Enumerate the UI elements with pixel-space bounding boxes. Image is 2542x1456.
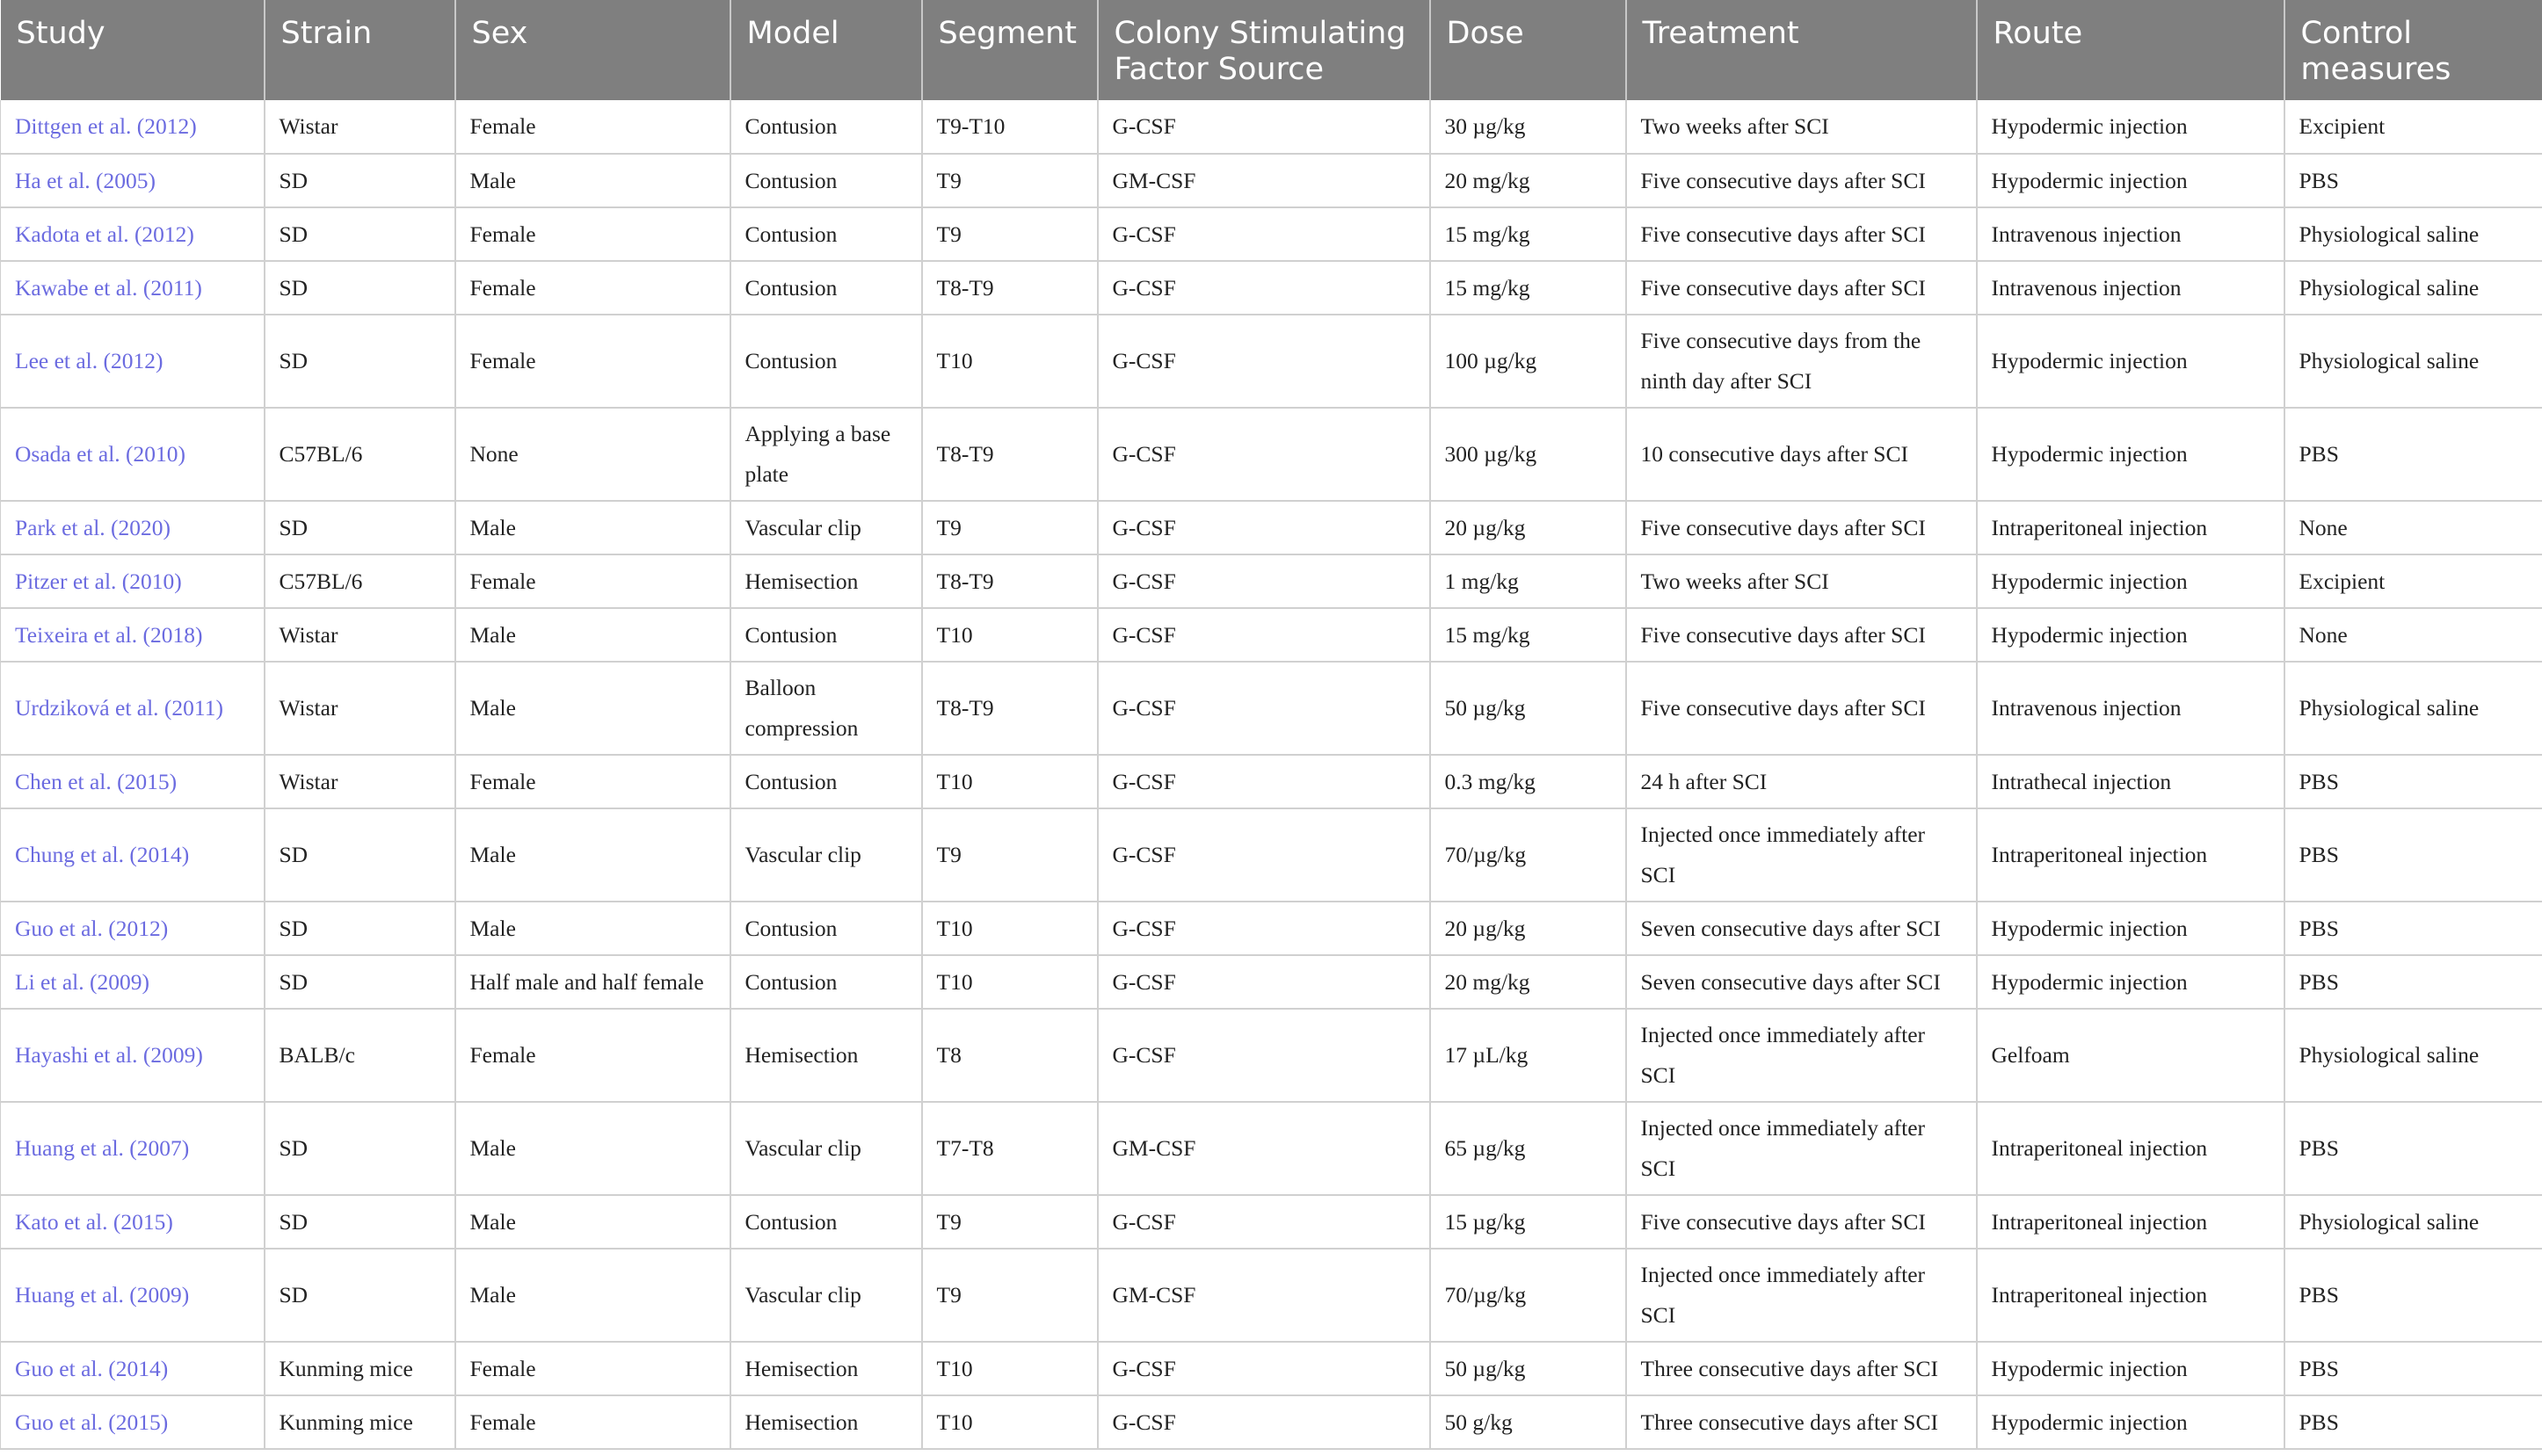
table-row bbox=[1, 1249, 2542, 1342]
cell-route: Intravenous injection bbox=[1977, 261, 2284, 315]
cell-route: Intraperitoneal injection bbox=[1977, 1102, 2284, 1195]
cell-segment: T9 bbox=[922, 207, 1098, 261]
cell-model: Contusion bbox=[730, 902, 922, 955]
cell-segment: T9 bbox=[922, 808, 1098, 902]
cell-route: Hypodermic injection bbox=[1977, 554, 2284, 608]
cell-strain: SD bbox=[265, 261, 455, 315]
cell-segment: T8-T9 bbox=[922, 408, 1098, 501]
cell-csf-source: G-CSF bbox=[1098, 902, 1430, 955]
cell-control: PBS bbox=[2284, 408, 2542, 501]
cell-sex: Male bbox=[455, 154, 730, 207]
cell-csf-source: G-CSF bbox=[1098, 955, 1430, 1009]
cell-route: Hypodermic injection bbox=[1977, 902, 2284, 955]
cell-dose: 30 µg/kg bbox=[1430, 100, 1626, 154]
cell-route: Intrathecal injection bbox=[1977, 755, 2284, 808]
cell-dose: 15 mg/kg bbox=[1430, 261, 1626, 315]
cell-model: Vascular clip bbox=[730, 808, 922, 902]
cell-model: Contusion bbox=[730, 608, 922, 662]
cell-model: Balloon compression bbox=[730, 662, 922, 755]
table-row bbox=[1, 1395, 2542, 1449]
cell-strain: Wistar bbox=[265, 608, 455, 662]
cell-model: Contusion bbox=[730, 100, 922, 154]
cell-treatment: Two weeks after SCI bbox=[1626, 554, 1977, 608]
cell-segment: T10 bbox=[922, 902, 1098, 955]
cell-dose: 1 mg/kg bbox=[1430, 554, 1626, 608]
col-header-sex: Sex bbox=[455, 0, 730, 100]
cell-model: Hemisection bbox=[730, 1009, 922, 1102]
col-header-control: Control measures bbox=[2284, 0, 2542, 100]
cell-sex: Female bbox=[455, 315, 730, 408]
cell-route: Hypodermic injection bbox=[1977, 1395, 2284, 1449]
cell-strain: SD bbox=[265, 154, 455, 207]
cell-dose: 50 g/kg bbox=[1430, 1395, 1626, 1449]
col-header-route: Route bbox=[1977, 0, 2284, 100]
cell-control: Excipient bbox=[2284, 100, 2542, 154]
study-link[interactable]: Pitzer et al. (2010) bbox=[1, 554, 265, 608]
cell-strain: SD bbox=[265, 207, 455, 261]
cell-model: Applying a base plate bbox=[730, 408, 922, 501]
cell-dose: 20 mg/kg bbox=[1430, 955, 1626, 1009]
cell-dose: 15 µg/kg bbox=[1430, 1195, 1626, 1249]
study-link[interactable]: Urdziková et al. (2011) bbox=[1, 662, 265, 755]
cell-model: Contusion bbox=[730, 1195, 922, 1249]
cell-route: Hypodermic injection bbox=[1977, 100, 2284, 154]
study-link[interactable]: Park et al. (2020) bbox=[1, 501, 265, 554]
cell-sex: Male bbox=[455, 1249, 730, 1342]
cell-strain: SD bbox=[265, 955, 455, 1009]
cell-treatment: Five consecutive days from the ninth day after SCI bbox=[1626, 315, 1977, 408]
cell-control: PBS bbox=[2284, 808, 2542, 902]
cell-route: Hypodermic injection bbox=[1977, 408, 2284, 501]
cell-dose: 0.3 mg/kg bbox=[1430, 755, 1626, 808]
cell-dose: 65 µg/kg bbox=[1430, 1102, 1626, 1195]
cell-strain: SD bbox=[265, 315, 455, 408]
study-link[interactable]: Kato et al. (2015) bbox=[1, 1195, 265, 1249]
table-row bbox=[1, 808, 2542, 902]
study-link[interactable]: Huang et al. (2007) bbox=[1, 1102, 265, 1195]
table-row bbox=[1, 955, 2542, 1009]
cell-strain: Wistar bbox=[265, 755, 455, 808]
col-header-csf-source: Colony Stimulating Factor Source bbox=[1098, 0, 1430, 100]
cell-segment: T10 bbox=[922, 955, 1098, 1009]
cell-control: Physiological saline bbox=[2284, 1009, 2542, 1102]
cell-sex: Female bbox=[455, 207, 730, 261]
cell-sex: None bbox=[455, 408, 730, 501]
cell-dose: 20 mg/kg bbox=[1430, 154, 1626, 207]
cell-control: Physiological saline bbox=[2284, 662, 2542, 755]
col-header-model: Model bbox=[730, 0, 922, 100]
table-row bbox=[1, 1195, 2542, 1249]
study-link[interactable]: Guo et al. (2012) bbox=[1, 902, 265, 955]
cell-segment: T7-T8 bbox=[922, 1102, 1098, 1195]
cell-route: Intraperitoneal injection bbox=[1977, 1249, 2284, 1342]
cell-strain: SD bbox=[265, 1102, 455, 1195]
cell-csf-source: GM-CSF bbox=[1098, 154, 1430, 207]
cell-route: Intraperitoneal injection bbox=[1977, 1195, 2284, 1249]
cell-sex: Female bbox=[455, 1395, 730, 1449]
cell-treatment: Five consecutive days after SCI bbox=[1626, 1195, 1977, 1249]
cell-csf-source: G-CSF bbox=[1098, 207, 1430, 261]
cell-segment: T9 bbox=[922, 154, 1098, 207]
cell-dose: 300 µg/kg bbox=[1430, 408, 1626, 501]
cell-segment: T10 bbox=[922, 315, 1098, 408]
cell-segment: T9-T10 bbox=[922, 100, 1098, 154]
cell-sex: Female bbox=[455, 554, 730, 608]
cell-csf-source: G-CSF bbox=[1098, 501, 1430, 554]
cell-sex: Half male and half female bbox=[455, 955, 730, 1009]
cell-sex: Male bbox=[455, 1102, 730, 1195]
cell-dose: 70/µg/kg bbox=[1430, 1249, 1626, 1342]
cell-sex: Female bbox=[455, 755, 730, 808]
cell-csf-source: GM-CSF bbox=[1098, 1102, 1430, 1195]
cell-segment: T9 bbox=[922, 1195, 1098, 1249]
cell-segment: T8-T9 bbox=[922, 662, 1098, 755]
cell-model: Hemisection bbox=[730, 1342, 922, 1395]
cell-control: Physiological saline bbox=[2284, 1195, 2542, 1249]
col-header-segment: Segment bbox=[922, 0, 1098, 100]
cell-control: Physiological saline bbox=[2284, 207, 2542, 261]
cell-csf-source: G-CSF bbox=[1098, 100, 1430, 154]
cell-strain: Wistar bbox=[265, 662, 455, 755]
cell-model: Contusion bbox=[730, 154, 922, 207]
cell-treatment: Seven consecutive days after SCI bbox=[1626, 955, 1977, 1009]
cell-route: Hypodermic injection bbox=[1977, 154, 2284, 207]
cell-treatment: Two weeks after SCI bbox=[1626, 100, 1977, 154]
cell-csf-source: G-CSF bbox=[1098, 261, 1430, 315]
cell-dose: 15 mg/kg bbox=[1430, 207, 1626, 261]
table-row bbox=[1, 408, 2542, 501]
study-link[interactable]: Huang et al. (2009) bbox=[1, 1249, 265, 1342]
cell-dose: 50 µg/kg bbox=[1430, 1342, 1626, 1395]
cell-treatment: Injected once immediately after SCI bbox=[1626, 1102, 1977, 1195]
study-link[interactable]: Chung et al. (2014) bbox=[1, 808, 265, 902]
cell-dose: 70/µg/kg bbox=[1430, 808, 1626, 902]
cell-strain: Wistar bbox=[265, 100, 455, 154]
cell-control: PBS bbox=[2284, 955, 2542, 1009]
table-row bbox=[1, 662, 2542, 755]
study-link[interactable]: Teixeira et al. (2018) bbox=[1, 608, 265, 662]
cell-treatment: Three consecutive days after SCI bbox=[1626, 1342, 1977, 1395]
cell-route: Hypodermic injection bbox=[1977, 1342, 2284, 1395]
cell-csf-source: G-CSF bbox=[1098, 315, 1430, 408]
cell-route: Intravenous injection bbox=[1977, 207, 2284, 261]
table-row bbox=[1, 315, 2542, 408]
cell-csf-source: G-CSF bbox=[1098, 408, 1430, 501]
cell-strain: Kunming mice bbox=[265, 1342, 455, 1395]
cell-csf-source: GM-CSF bbox=[1098, 1249, 1430, 1342]
cell-csf-source: G-CSF bbox=[1098, 554, 1430, 608]
cell-strain: C57BL/6 bbox=[265, 408, 455, 501]
cell-treatment: Injected once immediately after SCI bbox=[1626, 1009, 1977, 1102]
cell-strain: SD bbox=[265, 1249, 455, 1342]
cell-sex: Male bbox=[455, 808, 730, 902]
cell-strain: Kunming mice bbox=[265, 1395, 455, 1449]
cell-route: Hypodermic injection bbox=[1977, 608, 2284, 662]
cell-csf-source: G-CSF bbox=[1098, 662, 1430, 755]
cell-segment: T9 bbox=[922, 1249, 1098, 1342]
col-header-dose: Dose bbox=[1430, 0, 1626, 100]
cell-dose: 20 µg/kg bbox=[1430, 902, 1626, 955]
cell-treatment: Three consecutive days after SCI bbox=[1626, 1395, 1977, 1449]
cell-treatment: 24 h after SCI bbox=[1626, 755, 1977, 808]
study-link[interactable]: Hayashi et al. (2009) bbox=[1, 1009, 265, 1102]
cell-model: Contusion bbox=[730, 207, 922, 261]
cell-treatment: Five consecutive days after SCI bbox=[1626, 662, 1977, 755]
cell-treatment: Five consecutive days after SCI bbox=[1626, 501, 1977, 554]
table-row bbox=[1, 501, 2542, 554]
cell-treatment: Five consecutive days after SCI bbox=[1626, 608, 1977, 662]
cell-segment: T10 bbox=[922, 755, 1098, 808]
table-row bbox=[1, 554, 2542, 608]
table-row bbox=[1, 207, 2542, 261]
cell-segment: T10 bbox=[922, 1342, 1098, 1395]
cell-csf-source: G-CSF bbox=[1098, 1342, 1430, 1395]
cell-model: Hemisection bbox=[730, 1395, 922, 1449]
cell-strain: C57BL/6 bbox=[265, 554, 455, 608]
cell-model: Hemisection bbox=[730, 554, 922, 608]
cell-strain: BALB/c bbox=[265, 1009, 455, 1102]
table-row bbox=[1, 902, 2542, 955]
col-header-study: Study bbox=[1, 0, 265, 100]
study-link[interactable]: Ha et al. (2005) bbox=[1, 154, 265, 207]
cell-strain: SD bbox=[265, 1195, 455, 1249]
cell-control: PBS bbox=[2284, 755, 2542, 808]
study-link[interactable]: Lee et al. (2012) bbox=[1, 315, 265, 408]
header-row bbox=[1, 0, 2542, 100]
cell-treatment: Five consecutive days after SCI bbox=[1626, 207, 1977, 261]
cell-sex: Female bbox=[455, 1342, 730, 1395]
cell-segment: T9 bbox=[922, 501, 1098, 554]
cell-segment: T10 bbox=[922, 608, 1098, 662]
cell-control: PBS bbox=[2284, 902, 2542, 955]
cell-sex: Female bbox=[455, 100, 730, 154]
cell-csf-source: G-CSF bbox=[1098, 755, 1430, 808]
cell-control: None bbox=[2284, 501, 2542, 554]
col-header-treatment: Treatment bbox=[1626, 0, 1977, 100]
cell-strain: SD bbox=[265, 902, 455, 955]
study-link[interactable]: Kawabe et al. (2011) bbox=[1, 261, 265, 315]
cell-control: None bbox=[2284, 608, 2542, 662]
table-row bbox=[1, 261, 2542, 315]
cell-model: Vascular clip bbox=[730, 501, 922, 554]
cell-control: Physiological saline bbox=[2284, 315, 2542, 408]
cell-control: PBS bbox=[2284, 1395, 2542, 1449]
cell-dose: 15 mg/kg bbox=[1430, 608, 1626, 662]
cell-control: PBS bbox=[2284, 1342, 2542, 1395]
cell-model: Contusion bbox=[730, 755, 922, 808]
cell-sex: Female bbox=[455, 261, 730, 315]
cell-strain: SD bbox=[265, 808, 455, 902]
study-link[interactable]: Kadota et al. (2012) bbox=[1, 207, 265, 261]
cell-sex: Female bbox=[455, 1009, 730, 1102]
cell-treatment: Five consecutive days after SCI bbox=[1626, 261, 1977, 315]
table-row bbox=[1, 1342, 2542, 1395]
cell-model: Contusion bbox=[730, 315, 922, 408]
cell-control: PBS bbox=[2284, 1249, 2542, 1342]
study-link[interactable]: Osada et al. (2010) bbox=[1, 408, 265, 501]
cell-segment: T10 bbox=[922, 1395, 1098, 1449]
cell-dose: 50 µg/kg bbox=[1430, 662, 1626, 755]
cell-route: Intraperitoneal injection bbox=[1977, 808, 2284, 902]
cell-route: Intraperitoneal injection bbox=[1977, 501, 2284, 554]
cell-dose: 100 µg/kg bbox=[1430, 315, 1626, 408]
cell-model: Vascular clip bbox=[730, 1249, 922, 1342]
cell-treatment: Five consecutive days after SCI bbox=[1626, 154, 1977, 207]
cell-csf-source: G-CSF bbox=[1098, 1195, 1430, 1249]
cell-sex: Male bbox=[455, 902, 730, 955]
cell-route: Gelfoam bbox=[1977, 1009, 2284, 1102]
study-link[interactable]: Dittgen et al. (2012) bbox=[1, 100, 265, 154]
cell-sex: Male bbox=[455, 662, 730, 755]
cell-model: Contusion bbox=[730, 261, 922, 315]
cell-segment: T8-T9 bbox=[922, 554, 1098, 608]
cell-control: PBS bbox=[2284, 154, 2542, 207]
cell-route: Hypodermic injection bbox=[1977, 315, 2284, 408]
study-link[interactable]: Chen et al. (2015) bbox=[1, 755, 265, 808]
cell-control: PBS bbox=[2284, 1102, 2542, 1195]
cell-model: Vascular clip bbox=[730, 1102, 922, 1195]
table-row bbox=[1, 100, 2542, 154]
cell-sex: Male bbox=[455, 501, 730, 554]
study-link[interactable]: Li et al. (2009) bbox=[1, 955, 265, 1009]
cell-route: Hypodermic injection bbox=[1977, 955, 2284, 1009]
cell-csf-source: G-CSF bbox=[1098, 1395, 1430, 1449]
table-row bbox=[1, 1102, 2542, 1195]
cell-dose: 17 µL/kg bbox=[1430, 1009, 1626, 1102]
cell-sex: Male bbox=[455, 608, 730, 662]
cell-sex: Male bbox=[455, 1195, 730, 1249]
col-header-strain: Strain bbox=[265, 0, 455, 100]
cell-csf-source: G-CSF bbox=[1098, 808, 1430, 902]
table-row bbox=[1, 755, 2542, 808]
cell-control: Physiological saline bbox=[2284, 261, 2542, 315]
cell-treatment: 10 consecutive days after SCI bbox=[1626, 408, 1977, 501]
cell-csf-source: G-CSF bbox=[1098, 1009, 1430, 1102]
study-link[interactable]: Guo et al. (2015) bbox=[1, 1395, 265, 1449]
table-row bbox=[1, 1009, 2542, 1102]
table-row bbox=[1, 608, 2542, 662]
cell-control: Excipient bbox=[2284, 554, 2542, 608]
cell-segment: T8-T9 bbox=[922, 261, 1098, 315]
cell-treatment: Seven consecutive days after SCI bbox=[1626, 902, 1977, 955]
cell-strain: SD bbox=[265, 501, 455, 554]
table-row bbox=[1, 154, 2542, 207]
cell-treatment: Injected once immediately after SCI bbox=[1626, 808, 1977, 902]
cell-route: Intravenous injection bbox=[1977, 662, 2284, 755]
cell-segment: T8 bbox=[922, 1009, 1098, 1102]
cell-treatment: Injected once immediately after SCI bbox=[1626, 1249, 1977, 1342]
cell-model: Contusion bbox=[730, 955, 922, 1009]
cell-dose: 20 µg/kg bbox=[1430, 501, 1626, 554]
study-link[interactable]: Guo et al. (2014) bbox=[1, 1342, 265, 1395]
cell-csf-source: G-CSF bbox=[1098, 608, 1430, 662]
